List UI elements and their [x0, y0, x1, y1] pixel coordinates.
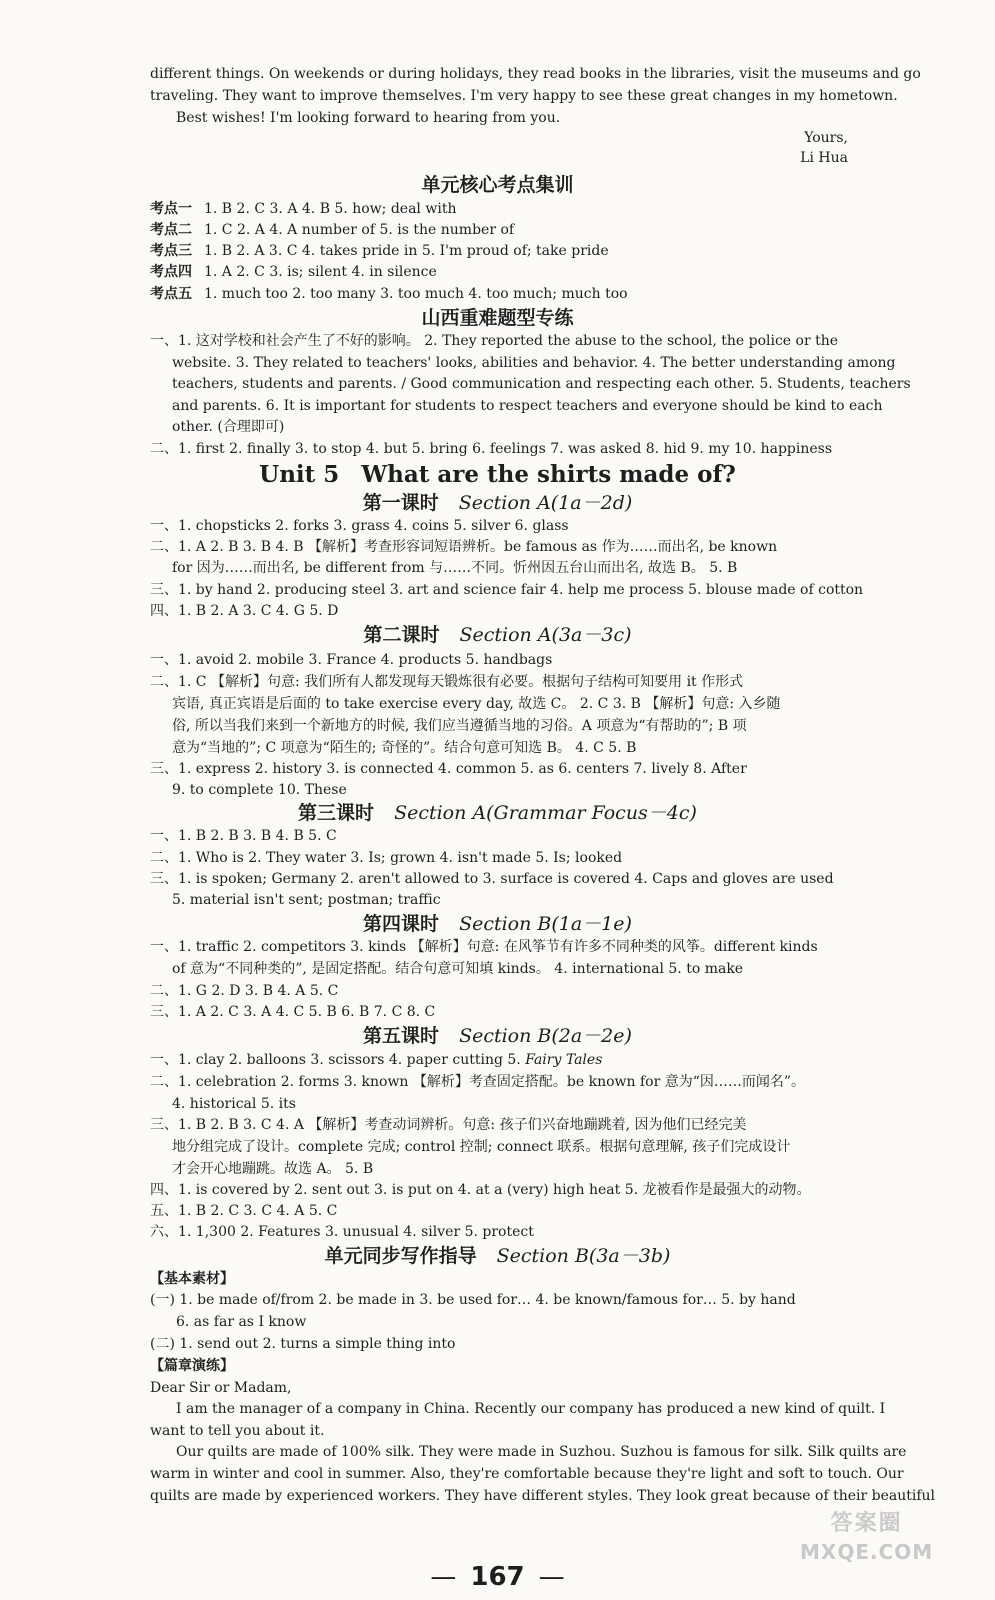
core-row — [150, 199, 456, 219]
answer-title-italic: Fairy Tales — [525, 1052, 603, 1068]
section-title-shanxi: 山西重难题型专练 — [421, 307, 574, 329]
letter-line: traveling. They want to improve themselves. I'm very happy to see these great changes in my hometown. — [150, 88, 898, 104]
letter-line: want to tell you about it. — [150, 1423, 325, 1439]
answer-line: 三、1. A 2. C 3. A 4. C 5. B 6. B 7. C 8. C — [150, 1004, 436, 1020]
answer-line: of 意为“不同种类的”, 是固定搭配。结合句意可知填 kinds。 4. international 5. to make — [172, 961, 744, 977]
subheading: 【篇章演练】 — [150, 1358, 234, 1374]
answer-line: 6. as far as I know — [176, 1314, 307, 1330]
core-answers: 1. A 2. C 3. is; silent 4. in silence — [204, 264, 437, 280]
answer-line: 一、1. chopsticks 2. forks 3. grass 4. coins 5. silver 6. glass — [150, 518, 569, 534]
answer-line: and parents. 6. It is important for students to respect teachers and everyone should be kind to each — [172, 398, 883, 414]
unit-title: What are the shirts made of? — [361, 461, 736, 488]
answer-line: 二、1. A 2. B 3. B 4. B 【解析】考查形容词短语辨析。be famous as 作为……而出名, be known — [150, 539, 778, 555]
answer-line: 三、1. B 2. B 3. C 4. A 【解析】考查动词辨析。句意: 孩子们兴奋地蹦跳着, 因为他们已经完美 — [150, 1117, 747, 1133]
page-number-dash: — — [430, 1562, 457, 1592]
lesson-section: Section A(Grammar Focus－4c) — [394, 802, 697, 824]
core-label: 考点四 — [150, 264, 192, 280]
lesson-heading — [0, 490, 995, 516]
answer-line: 三、1. is spoken; Germany 2. aren't allowed to 3. surface is covered 4. Caps and gloves are used — [150, 871, 834, 887]
lesson-heading — [0, 622, 995, 648]
answer-line: 四、1. is covered by 2. sent out 3. is put on 4. at a (very) high heat 5. 龙被看作是最强大的动物。 — [150, 1182, 811, 1198]
answer-line: 二、1. G 2. D 3. B 4. A 5. C — [150, 983, 339, 999]
page-number — [0, 1562, 995, 1592]
answer-line: 才会开心地蹦跳。故选 A。 5. B — [172, 1161, 374, 1177]
answer-line: 一、1. traffic 2. competitors 3. kinds 【解析】句意: 在风筝节有许多不同种类的风筝。different kinds — [150, 939, 818, 955]
lesson-label: 第二课时 — [363, 624, 440, 646]
answer-line: 四、1. B 2. A 3. C 4. G 5. D — [150, 603, 339, 619]
core-label: 考点三 — [150, 243, 192, 259]
letter-line: Best wishes! I'm looking forward to hearing from you. — [176, 110, 561, 126]
letter-line: Our quilts are made of 100% silk. They were made in Suzhou. Suzhou is famous for silk. Silk quilts are — [176, 1444, 907, 1460]
core-answers: 1. B 2. A 3. C 4. takes pride in 5. I'm proud of; take pride — [204, 243, 609, 259]
answer-line: (一) 1. be made of/from 2. be made in 3. be used for… 4. be known/famous for… 5. by hand — [150, 1292, 796, 1308]
lesson-label: 第四课时 — [363, 913, 440, 935]
lesson-section: Section B(3a－3b) — [496, 1245, 671, 1267]
answer-line: 三、1. express 2. history 3. is connected 4. common 5. as 6. centers 7. lively 8. After — [150, 761, 747, 777]
answer-line: 二、1. celebration 2. forms 3. known 【解析】考查固定搭配。be known for 意为“因……而闻名”。 — [150, 1074, 806, 1090]
letter-greeting: Dear Sir or Madam, — [150, 1380, 292, 1396]
watermark — [800, 1510, 933, 1566]
answer-line: 5. material isn't sent; postman; traffic — [172, 892, 441, 908]
lesson-label: 单元同步写作指导 — [324, 1245, 477, 1267]
lesson-label: 第三课时 — [298, 802, 375, 824]
letter-line: different things. On weekends or during holidays, they read books in the libraries, visit the museums and go — [150, 66, 921, 82]
letter-line: I am the manager of a company in China. Recently our company has produced a new kind of quilt. I — [176, 1401, 886, 1417]
answer-line: website. 3. They related to teachers' looks, abilities and behavior. 4. The better understanding among — [172, 355, 896, 371]
answer-line: 宾语, 真正宾语是后面的 to take exercise every day, 故选 C。 2. C 3. B 【解析】句意: 入乡随 — [172, 696, 781, 712]
answer-line: 9. to complete 10. These — [172, 782, 347, 798]
core-answers: 1. much too 2. too many 3. too much 4. too much; much too — [204, 286, 628, 302]
answer-line: 4. historical 5. its — [172, 1096, 296, 1112]
answer-line: 地分组完成了设计。complete 完成; control 控制; connect 联系。根据句意理解, 孩子们完成设计 — [172, 1139, 791, 1155]
answer-line: for 因为……而出名, be different from 与……不同。忻州因五台山而出名, 故选 B。 5. B — [172, 560, 738, 576]
core-answers: 1. C 2. A 4. A number of 5. is the number of — [204, 222, 515, 238]
letter-line: warm in winter and cool in summer. Also, they're comfortable because they're light and soft to touch. Our — [150, 1466, 904, 1482]
core-answers: 1. B 2. C 3. A 4. B 5. how; deal with — [204, 201, 457, 217]
answer-line — [150, 1050, 602, 1070]
letter-closing: Yours, — [804, 130, 848, 146]
answer-line: other. (合理即可) — [172, 419, 285, 435]
lesson-label: 第五课时 — [363, 1025, 440, 1047]
lesson-heading — [0, 800, 995, 826]
answer-line: 五、1. B 2. C 3. C 4. A 5. C — [150, 1203, 338, 1219]
answer-line: 一、1. avoid 2. mobile 3. France 4. products 5. handbags — [150, 652, 553, 668]
answer-text: 一、1. clay 2. balloons 3. scissors 4. paper cutting 5. — [150, 1052, 526, 1068]
answer-line: 一、1. B 2. B 3. B 4. B 5. C — [150, 828, 337, 844]
answer-line: 二、1. C 【解析】句意: 我们所有人都发现每天锻炼很有必要。根据句子结构可知要用 it 作形式 — [150, 674, 744, 690]
answer-line: teachers, students and parents. / Good communication and respecting each other. 5. Students, teachers — [172, 376, 911, 392]
answer-line: 意为“当地的”; C 项意为“陌生的; 奇怪的”。结合句意可知选 B。 4. C 5. B — [172, 740, 637, 756]
lesson-section: Section B(2a－2e) — [459, 1025, 632, 1047]
watermark-url: MXQE.COM — [800, 1540, 934, 1564]
watermark-text: 答案圈 — [830, 1511, 903, 1536]
lesson-heading — [0, 1023, 995, 1049]
answer-line: (二) 1. send out 2. turns a simple thing into — [150, 1336, 456, 1352]
answer-line: 俗, 所以当我们来到一个新地方的时候, 我们应当遵循当地的习俗。A 项意为“有帮助的”; B 项 — [172, 718, 747, 734]
lesson-label: 第一课时 — [362, 492, 439, 514]
letter-signature: Li Hua — [800, 150, 848, 166]
core-label: 考点二 — [150, 222, 192, 238]
answer-line: 六、1. 1,300 2. Features 3. unusual 4. silver 5. protect — [150, 1224, 534, 1240]
core-label: 考点五 — [150, 286, 192, 302]
unit-heading — [0, 460, 995, 490]
section-title-core: 单元核心考点集训 — [421, 174, 574, 196]
page-number-value: 167 — [470, 1562, 525, 1592]
lesson-heading — [0, 1243, 995, 1269]
subheading: 【基本素材】 — [150, 1271, 234, 1287]
answer-line: 二、1. Who is 2. They water 3. Is; grown 4. isn't made 5. Is; looked — [150, 850, 623, 866]
core-row — [150, 284, 628, 304]
core-row — [150, 262, 437, 282]
core-row — [150, 241, 609, 261]
core-row — [150, 220, 514, 240]
letter-line: quilts are made by experienced workers. They have different styles. They look great because of their beautiful — [150, 1488, 936, 1504]
lesson-section: Section A(1a－2d) — [458, 492, 633, 514]
core-label: 考点一 — [150, 201, 192, 217]
page-number-dash: — — [538, 1562, 565, 1592]
lesson-section: Section B(1a－1e) — [459, 913, 632, 935]
answer-line: 三、1. by hand 2. producing steel 3. art and science fair 4. help me process 5. blouse made of cotton — [150, 582, 864, 598]
unit-label: Unit 5 — [259, 461, 340, 488]
answer-line: 二、1. first 2. finally 3. to stop 4. but 5. bring 6. feelings 7. was asked 8. hid 9. my 10. happiness — [150, 441, 833, 457]
lesson-section: Section A(3a－3c) — [459, 624, 632, 646]
lesson-heading — [0, 911, 995, 937]
answer-line: 一、1. 这对学校和社会产生了不好的影响。 2. They reported the abuse to the school, the police or the — [150, 333, 839, 349]
